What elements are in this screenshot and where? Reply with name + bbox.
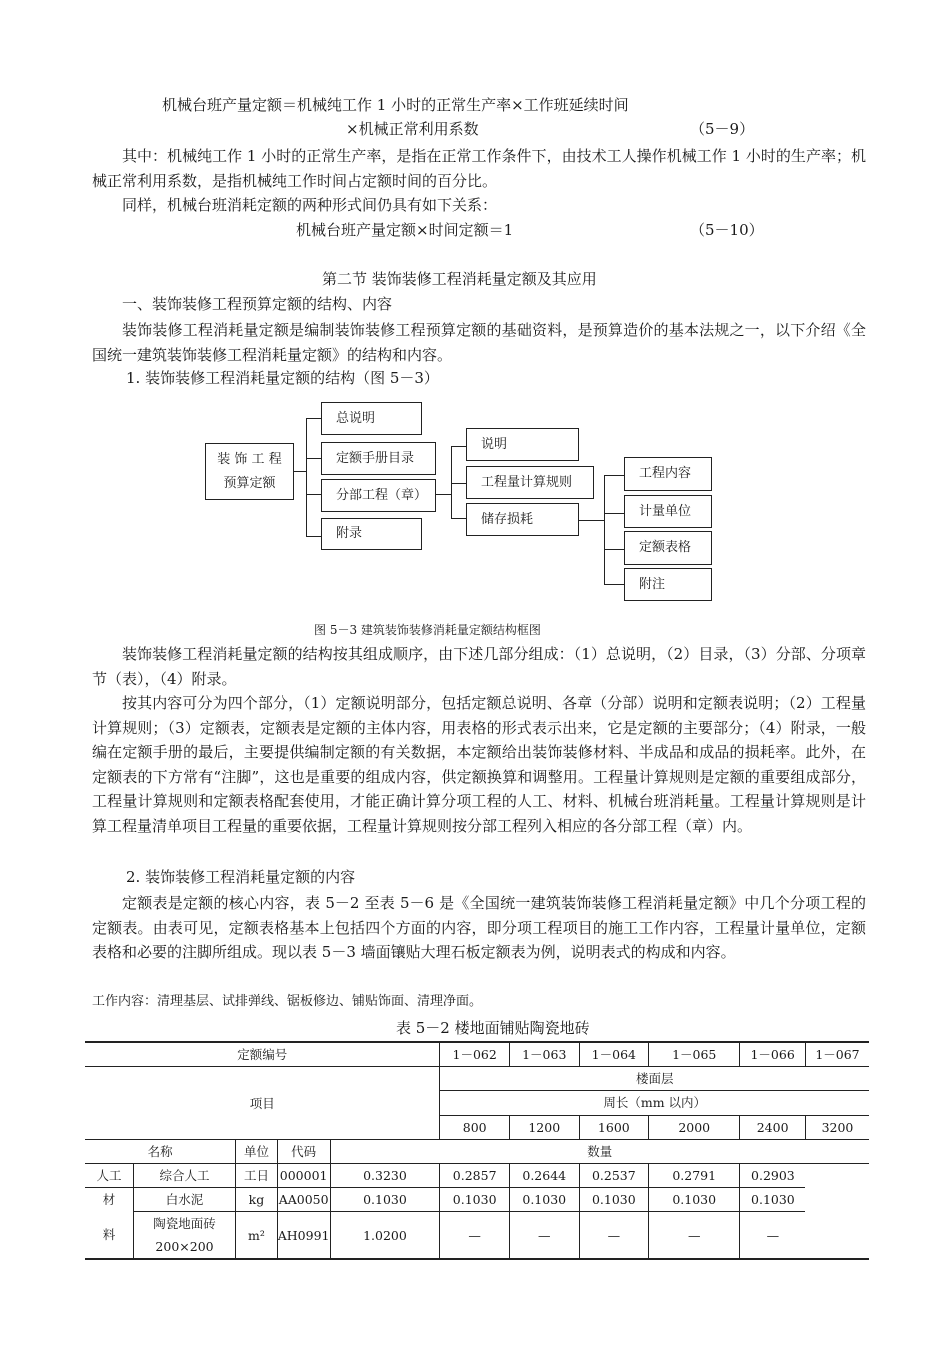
diagram-root-line1: 装 饰 工 程: [217, 451, 282, 467]
row-value: 0.1030: [440, 1188, 510, 1212]
formula-5-9-line1: 机械台班产量定额＝机械纯工作 1 小时的正常生产率×工作班延续时间: [162, 96, 629, 114]
quota-code: 1－066: [740, 1042, 806, 1067]
formula-5-10: 机械台班产量定额×时间定额＝1: [296, 221, 514, 239]
diagram-root-box: [205, 443, 294, 500]
row-name: 综合人工: [133, 1164, 235, 1188]
table-title: 表 5－2 楼地面铺贴陶瓷地砖: [396, 1019, 590, 1037]
diagram-box-catalog: 定额手册目录: [321, 442, 436, 475]
paragraph-four-parts: 按其内容可分为四个部分，（1）定额说明部分，包括定额总说明、各章（分部）说明和定额表说明；（2）工程量计算规则；（3）定额表，定额表是定额的主体内容，用表格的形式表示出来，它是定额的主要部分；（4）附录，一般编在定额手册的最后，主要提供编制定额的有关数据，本定额给出装饰装修材料、半成品和成品的损耗率。此外，在定额表的下方常有“注脚”，这也是重要的组成内容，供定额换算和调整用。工程量计算规则是定额的重要组成部分，工程量计算规则和定额表格配套使用，才能正确计算分项工程的人工、材料、机械台班消耗量。工程量计算规则是计算工程量清单项目工程量的重要依据，工程量计算规则按分部工程列入相应的各分部工程（章）内。: [92, 694, 866, 835]
row-value: 0.1030: [579, 1188, 649, 1212]
header-name: 名称: [85, 1140, 236, 1164]
table-row: [85, 1042, 869, 1067]
row-value: 0.2791: [649, 1164, 740, 1188]
heading-structure: 1. 装饰装修工程消耗量定额的结构（图 5－3）: [126, 369, 439, 387]
row-value: 0.1030: [509, 1188, 579, 1212]
formula-5-9-line2: ×机械正常利用系数: [346, 120, 479, 138]
row-value: 0.2644: [509, 1164, 579, 1188]
row-value: 0.2903: [740, 1164, 806, 1188]
perimeter-value: 3200: [805, 1115, 869, 1139]
table-row: [85, 1212, 869, 1260]
header-unit: 单位: [236, 1140, 278, 1164]
row-value: 0.2857: [440, 1164, 510, 1188]
heading-structure-content: 一、装饰装修工程预算定额的结构、内容: [122, 295, 393, 313]
perimeter-value: 1600: [579, 1115, 649, 1139]
header-floor-layer: 楼面层: [440, 1067, 869, 1091]
quota-code: 1－064: [579, 1042, 649, 1067]
row-unit: m²: [236, 1212, 278, 1260]
row-value: —: [740, 1212, 806, 1260]
row-category: 材: [85, 1188, 133, 1212]
diagram-box-appendix: 附录: [321, 518, 422, 550]
row-category: 人工: [85, 1164, 133, 1188]
diagram-box-storage-loss: 储存损耗: [466, 503, 579, 536]
diagram-box-calc-rules: 工程量计算规则: [466, 466, 594, 499]
table-row: [85, 1164, 869, 1188]
paragraph-quota-table: 定额表是定额的核心内容，表 5－2 至表 5－6 是《全国统一建筑装饰装修工程消耗量定额》中几个分项工程的定额表。由表可见，定额表格基本上包括四个方面的内容，即分项工程项目的施工工作内容，工程量计量单位，定额表格和必要的注脚所组成。现以表 5－3 墙面镶贴大理石板定额表为例，说明表式的构成和内容。: [92, 894, 866, 961]
row-id: AH0991: [277, 1212, 330, 1260]
row-value: —: [509, 1212, 579, 1260]
perimeter-value: 1200: [509, 1115, 579, 1139]
paragraph-relation-intro: 同样，机械台班消耗定额的两种形式间仍具有如下关系：: [122, 196, 498, 214]
work-content: 工作内容：清理基层、试排弹线、锯板修边、铺贴饰面、清理净面。: [92, 994, 483, 1009]
row-value: —: [440, 1212, 510, 1260]
quota-code: 1－067: [805, 1042, 869, 1067]
diagram-box-general-notes: 总说明: [321, 402, 422, 435]
perimeter-value: 2400: [740, 1115, 806, 1139]
diagram-box-unit: 计量单位: [624, 495, 712, 528]
diagram-box-quota-table: 定额表格: [624, 531, 712, 565]
row-id: 000001: [277, 1164, 330, 1188]
section-title: 第二节 装饰装修工程消耗量定额及其应用: [322, 270, 597, 288]
header-perimeter: 周长（mm 以内）: [440, 1091, 869, 1115]
diagram-root-line2: 预算定额: [223, 475, 276, 491]
row-value: 1.0200: [330, 1212, 440, 1260]
paragraph-intro: 装饰装修工程消耗量定额是编制装饰装修工程预算定额的基础资料，是预算造价的基本法规之一，以下介绍《全国统一建筑装饰装修工程消耗量定额》的结构和内容。: [92, 321, 866, 364]
formula-5-9-number: （5－9）: [690, 120, 755, 138]
diagram-box-notes: 附注: [624, 568, 712, 601]
quota-code: 1－063: [509, 1042, 579, 1067]
row-value: 0.2537: [579, 1164, 649, 1188]
diagram-box-division: 分部工程（章）: [321, 479, 436, 512]
perimeter-value: 800: [440, 1115, 510, 1139]
row-unit: kg: [236, 1188, 278, 1212]
row-unit: 工日: [236, 1164, 278, 1188]
diagram-box-explanation: 说明: [466, 428, 579, 461]
quota-code: 1－065: [649, 1042, 740, 1067]
row-value: 0.3230: [330, 1164, 440, 1188]
row-value: —: [579, 1212, 649, 1260]
row-value: 0.1030: [740, 1188, 806, 1212]
diagram-box-work-content: 工程内容: [624, 457, 712, 491]
header-quota-code: 定额编号: [85, 1042, 440, 1067]
header-id: 代码: [277, 1140, 330, 1164]
perimeter-value: 2000: [649, 1115, 740, 1139]
table-row: [85, 1188, 869, 1212]
row-value: 0.1030: [649, 1188, 740, 1212]
row-value: 0.1030: [330, 1188, 440, 1212]
table-row: [85, 1140, 869, 1164]
header-quantity: 数量: [330, 1140, 869, 1164]
header-item: 项目: [85, 1067, 440, 1140]
paragraph-composition: 装饰装修工程消耗量定额的结构按其组成顺序，由下述几部分组成：（1）总说明，（2）目录，（3）分部、分项章节（表），（4）附录。: [92, 645, 866, 688]
heading-content: 2. 装饰装修工程消耗量定额的内容: [126, 868, 356, 886]
row-id: AA0050: [277, 1188, 330, 1212]
formula-5-10-number: （5－10）: [690, 221, 764, 239]
figure-caption: 图 5－3 建筑装饰装修消耗量定额结构框图: [314, 623, 541, 637]
table-row: [85, 1067, 869, 1091]
quota-code: 1－062: [440, 1042, 510, 1067]
quota-table: [85, 1041, 869, 1260]
row-value: —: [649, 1212, 740, 1260]
paragraph-machine-rate: 其中：机械纯工作 1 小时的正常生产率，是指在正常工作条件下，由技术工人操作机械工作 1 小时的生产率；机械正常利用系数，是指机械纯工作时间占定额时间的百分比。: [92, 147, 866, 190]
row-category: 料: [85, 1212, 133, 1260]
row-name: 陶瓷地面砖 200×200: [133, 1212, 235, 1260]
row-name: 白水泥: [133, 1188, 235, 1212]
